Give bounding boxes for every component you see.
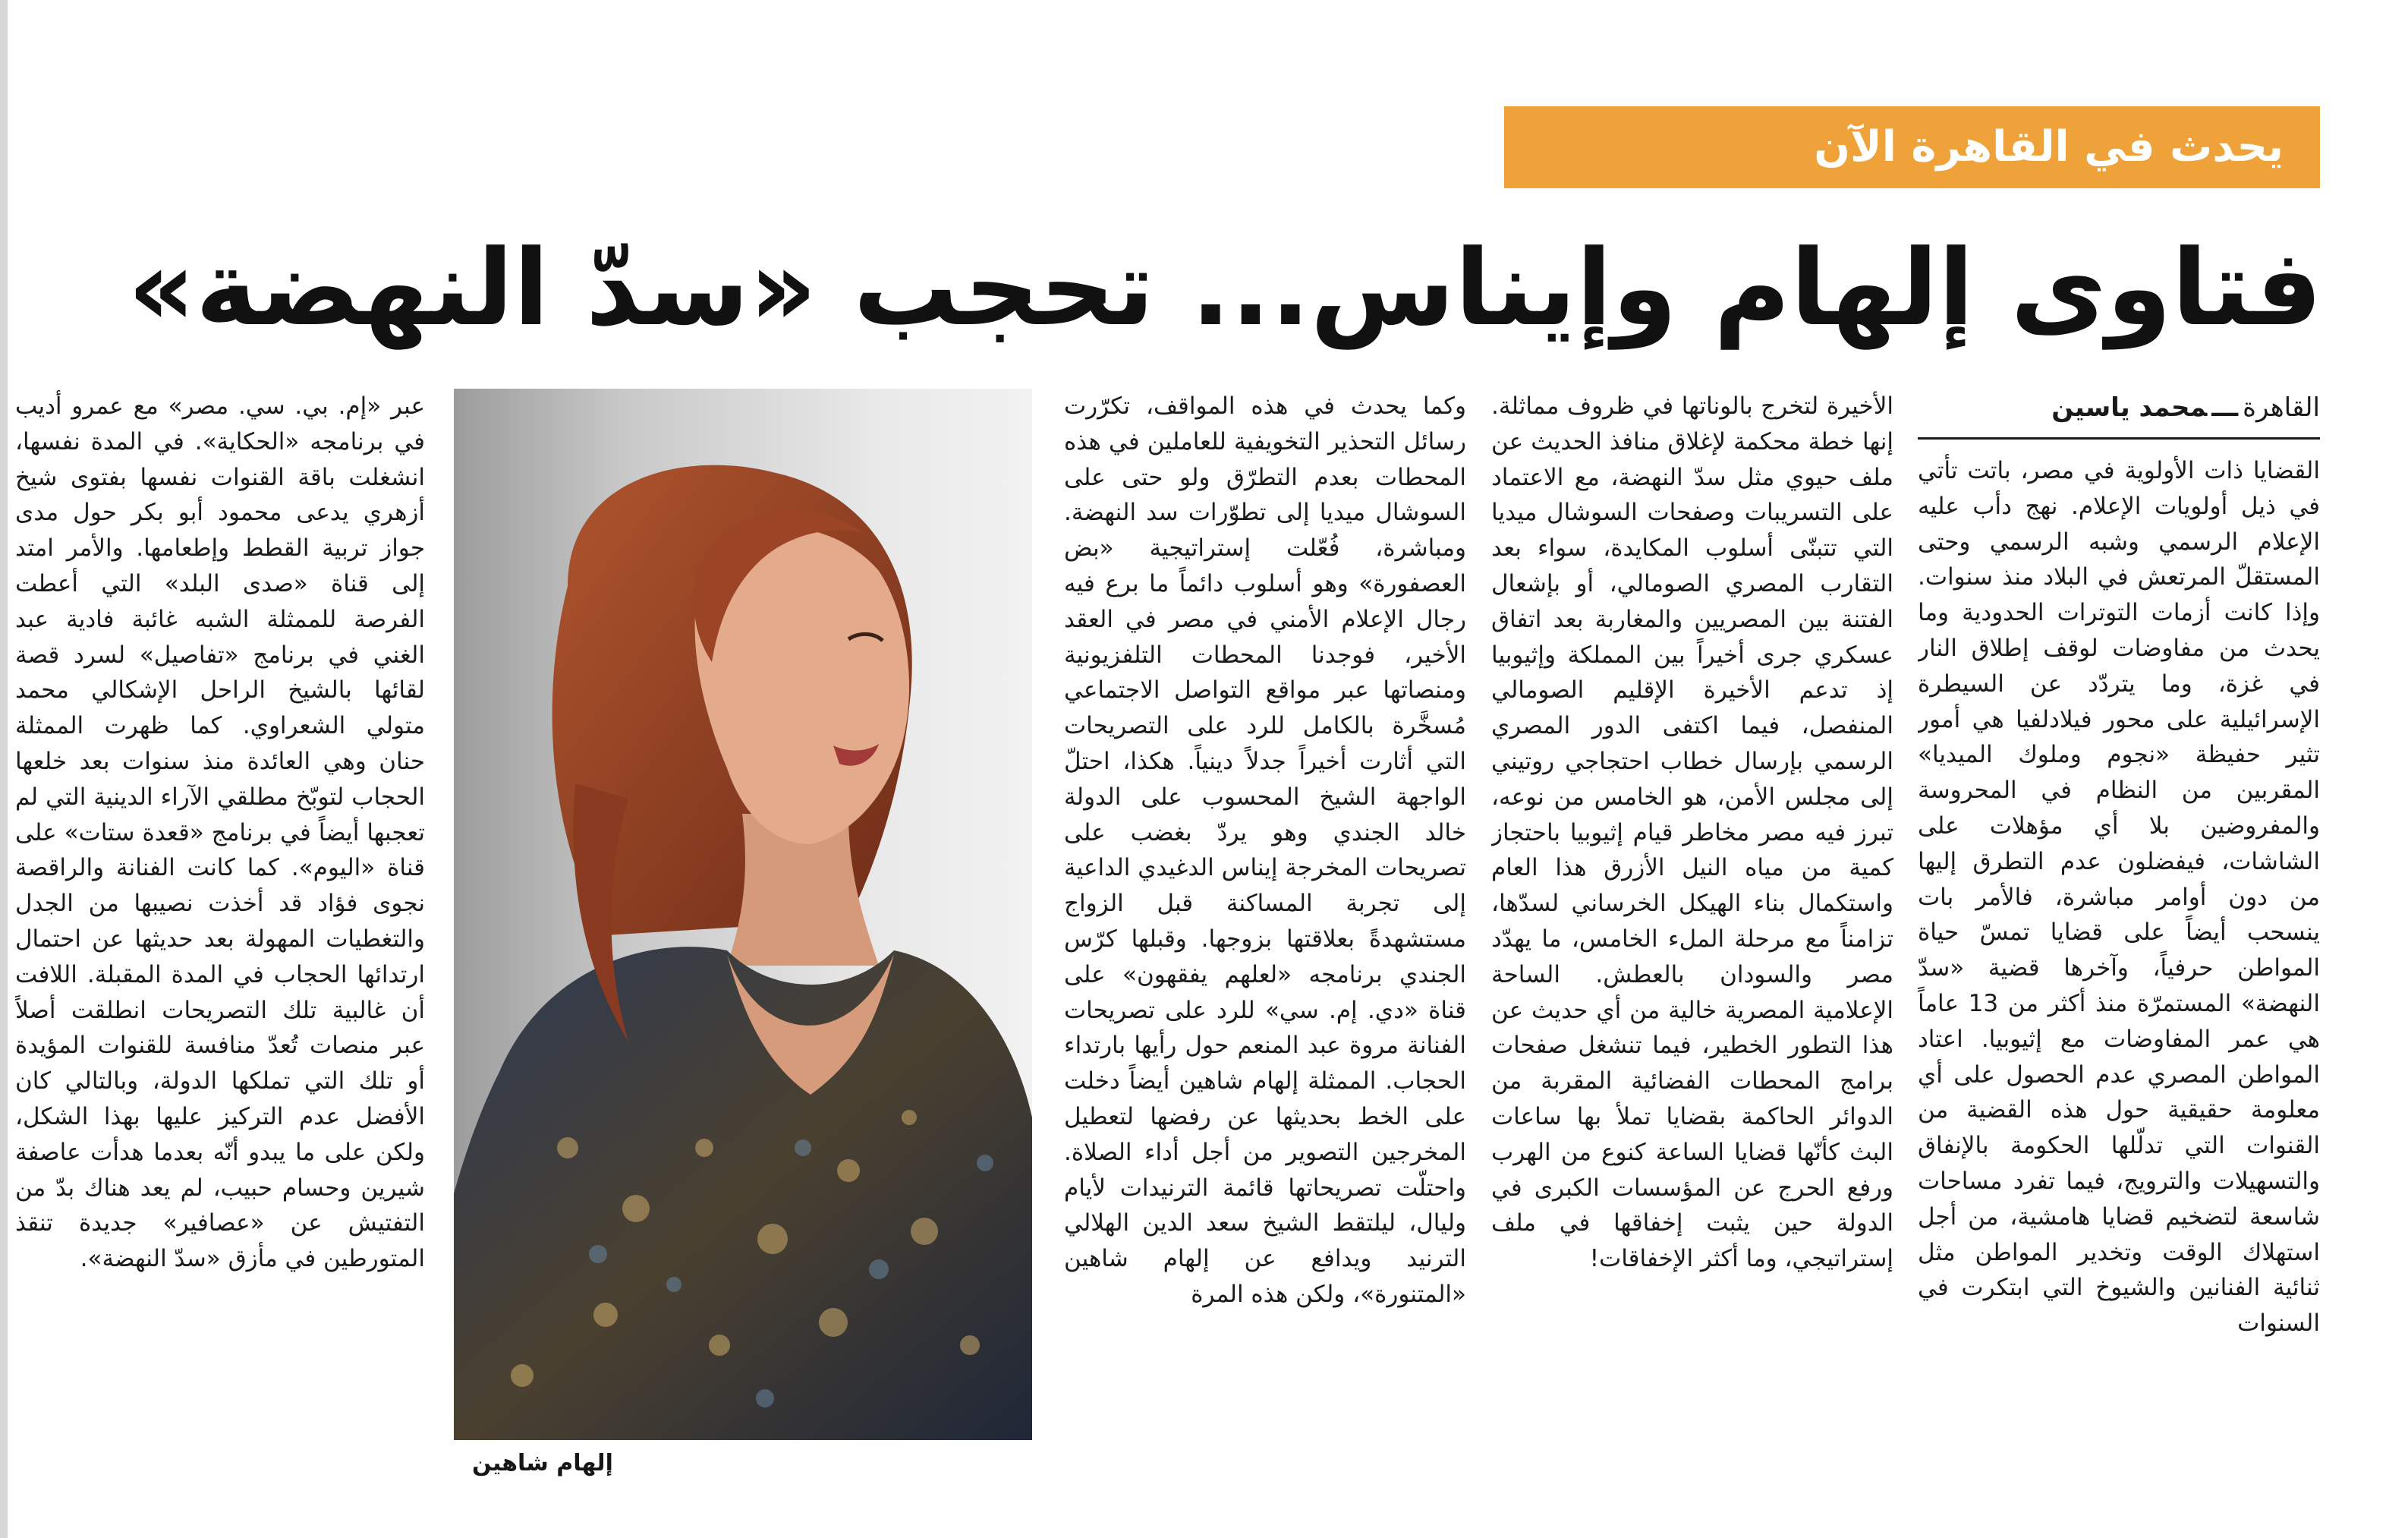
byline (1918, 389, 2320, 427)
portrait-illustration (454, 389, 1032, 1440)
column-text: وكما يحدث في هذه المواقف، تكرّرت رسائل التحذير التخويفية للعاملين في هذه المحطات بعدم التطرّق ولو حتى على السوشال ميديا إلى تطوّرات سد النهضة. ومباشرة، فُعّلت إستراتيجية «بض العصفورة» وهو أسلوب دائماً ما برع فيه رجال الإعلام الأمني في مصر في العقد الأخير، فوجدنا المحطات التلفزيونية ومنصاتها عبر مواقع التواصل الاجتماعي مُسخَّرة بالكامل للرد على التصريحات التي أثارت أخيراً جدلاً دينياً. هكذا، احتلّ الواجهة الشيخ المحسوب على الدولة خالد الجندي وهو يردّ بغضب على تصريحات المخرجة إيناس الدغيدي الداعية إلى تجربة المساكنة قبل الزواج مستشهدةً بعلاقتها بزوجها. وقبلها كرّس الجندي برنامجه «لعلهم يفقهون» على قناة «دي. إم. سي» للرد على تصريحات الفنانة مروة عبد المنعم حول رأيها بارتداء الحجاب. الممثلة إلهام شاهين أيضاً دخلت على الخط بحديثها عن رفضها لتعطيل المخرجين التصوير من أجل أداء الصلاة. واحتلّت تصريحاتها قائمة الترنيدات لأيام وليال، ليلتقط الشيخ سعد الدين الهلالي الترنيد ويدافع عن إلهام شاهين «المتنورة»، ولكن هذه المرة (1064, 392, 1466, 1308)
column-text: عبر «إم. بي. سي. مصر» مع عمرو أديب في برنامجه «الحكاية». في المدة نفسها، انشغلت باقة القنوات نفسها بفتوى شيخ أزهري يدعى محمود أبو بكر حول مدى جواز تربية القطط وإطعامها. والأمر امتد إلى قناة «صدى البلد» التي أعطت الفرصة للممثلة الشبه غائبة فادية عبد الغني في برنامج «تفاصيل» لسرد قصة لقائها بالشيخ الراحل الإشكالي محمد متولي الشعراوي. كما ظهرت الممثلة حنان وهي العائدة منذ سنوات بعد خلعها الحجاب لتوبّخ مطلقي الآراء الدينية التي لم تعجبها أيضاً في برنامج «قعدة ستات» على قناة «اليوم». كما كانت الفنانة والراقصة نجوى فؤاد قد أخذت نصيبها من الجدل والتغطيات المهولة بعد حديثها عن احتمال ارتدائها الحجاب في المدة المقبلة. اللافت أن غالبية تلك التصريحات انطلقت أصلاً عبر منصات تُعدّ منافسة للقنوات المؤيدة أو تلك التي تملكها الدولة، وبالتالي كان الأفضل عدم التركيز عليها بهذا الشكل، ولكن على ما يبدو أنّه بعدما هدأت عاصفة شيرين وحسام حبيب، لم يعد هناك بدّ من التفتيش عن «عصافير» جديدة تنقذ المتورطين في مأزق «سدّ النهضة». (15, 392, 425, 1273)
article-column-1 (1918, 389, 2320, 1520)
article-column-2 (1491, 389, 1893, 1520)
page-edge (0, 0, 8, 1538)
headline: فتاوى إلهام وإيناس... تحجب «سدّ النهضة» (127, 227, 2322, 349)
byline-author: محمد ياسين (2051, 392, 2208, 423)
column-text: القضايا ذات الأولوية في مصر، باتت تأتي في ذيل أولويات الإعلام. نهج دأب عليه الإعلام الرسمي وشبه الرسمي وحتى المستقلّ المرتعش في البلاد منذ سنوات. وإذا كانت أزمات التوترات الحدودية وما يحدث من مفاوضات لوقف إطلاق النار في غزة، وما يتردّد عن السيطرة الإسرائيلية على محور فيلادلفيا هي أمور تثير حفيظة «نجوم وملوك الميديا» المقربين من النظام في المحروسة والمفروضين بلا أي مؤهلات على الشاشات، فيفضلون عدم التطرق إليها من دون أوامر مباشرة، فالأمر بات ينسحب أيضاً على قضايا تمسّ حياة المواطن حرفياً، وآخرها قضية «سدّ النهضة» المستمرّة منذ أكثر من 13 عاماً هي عمر المفاوضات مع إثيوبيا. اعتاد المواطن المصري عدم الحصول على أي معلومة حقيقية حول هذه القضية من القنوات التي تدلّلها الحكومة بالإنفاق والتسهيلات والترويج، فيما تفرد مساحات شاسعة لتضخيم قضايا هامشية، من أجل استهلاك الوقت وتخدير المواطن مثل ثنائية الفنانين والشيوخ التي ابتكرت في السنوات (1918, 457, 2320, 1338)
section-banner: يحدث في القاهرة الآن (1504, 106, 2320, 188)
article-photo (454, 389, 1032, 1440)
column-text: الأخيرة لتخرج بالوناتها في ظروف مماثلة. إنها خطة محكمة لإغلاق منافذ الحديث عن ملف حيوي مثل سدّ النهضة، مع الاعتماد على التسريبات وصفحات السوشال ميديا التي تتبنّى أسلوب المكايدة، سواء بعد التقارب المصري الصومالي، أو بإشعال الفتنة بين المصريين والمغاربة بعد اتفاق عسكري جرى أخيراً بين المملكة وإثيوبيا إذ تدعم الأخيرة الإقليم الصومالي المنفصل، فيما اكتفى الدور المصري الرسمي بإرسال خطاب احتجاجي روتيني إلى مجلس الأمن، هو الخامس من نوعه، تبرز فيه مصر مخاطر قيام إثيوبيا باحتجاز كمية من مياه النيل الأزرق هذا العام واستكمال بناء الهيكل الخرساني لسدّها، تزامناً مع مرحلة الملء الخامس، ما يهدّد مصر والسودان بالعطش. الساحة الإعلامية المصرية خالية من أي حديث عن هذا التطور الخطير، فيما تنشغل صفحات برامج المحطات الفضائية المقربة من الدوائر الحاكمة بقضايا تملأ بها ساعات البث كأنّها قضايا الساعة كنوع من الهرب ورفع الحرج عن المؤسسات الكبرى في الدولة حين يثبت إخفاقها في ملف إستراتيجي، وما أكثر الإخفاقات! (1491, 392, 1893, 1273)
article-column-3 (1064, 389, 1466, 1520)
byline-divider (1918, 437, 2320, 440)
byline-city: القاهرة (2243, 392, 2320, 423)
article-column-4 (15, 389, 425, 1520)
byline-dash: ـــ (2211, 392, 2239, 423)
photo-caption: إلهام شاهين (472, 1450, 613, 1477)
